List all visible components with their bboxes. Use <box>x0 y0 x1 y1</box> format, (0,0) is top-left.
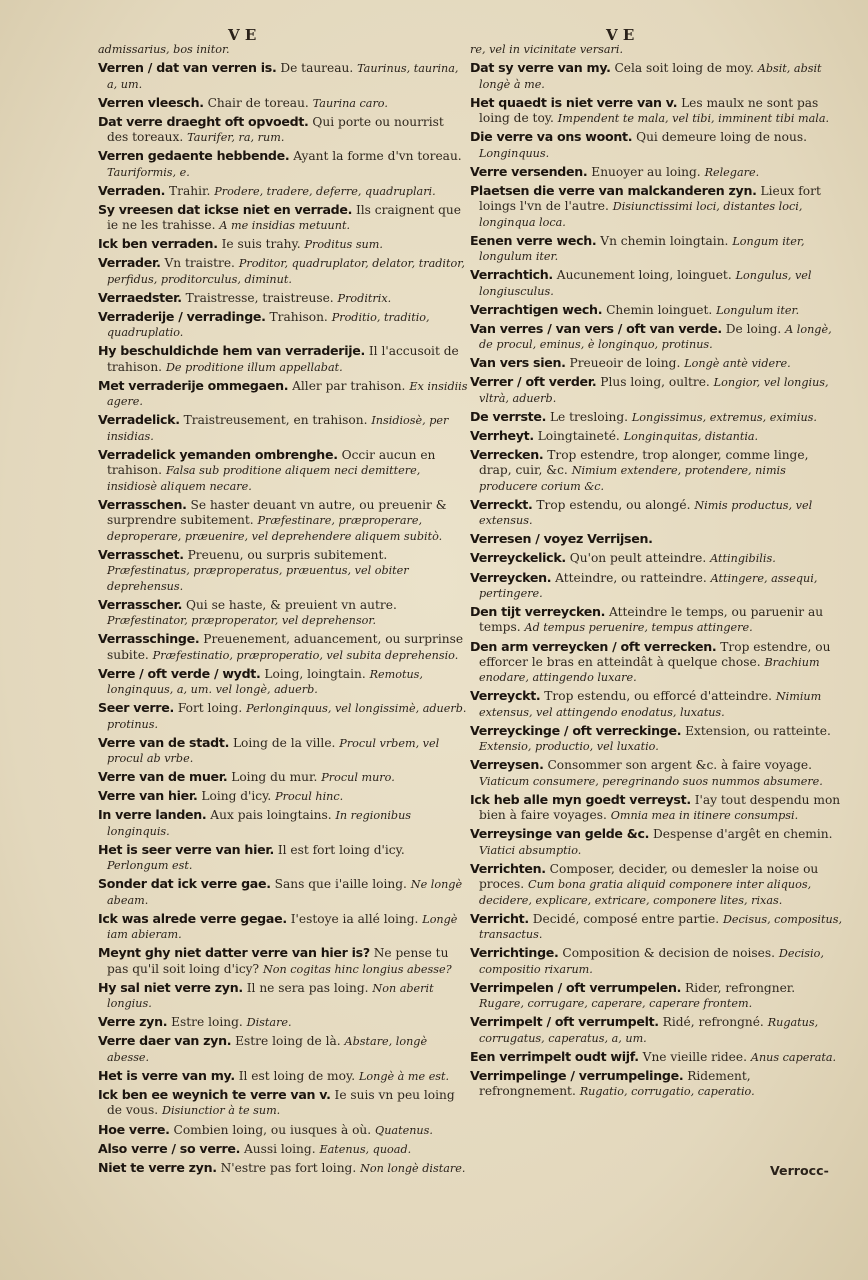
headword: Verrasschinge. <box>98 631 200 647</box>
french-gloss: Trop estendre, trop alonger, comme linge, drap, cuir, &c. <box>479 447 809 478</box>
french-gloss: Ayant la forme d'vn toreau. <box>293 149 462 164</box>
dictionary-entry <box>98 945 468 977</box>
headword: Ick heb alle myn goedt verreyst. <box>470 791 691 807</box>
french-gloss: Qui demeure loing de nous. <box>636 130 807 145</box>
dictionary-entry <box>98 700 468 732</box>
header-right: V E <box>606 26 635 44</box>
french-gloss: Vn traistre. <box>164 256 235 271</box>
french-gloss: Estre loing de là. <box>235 1034 341 1049</box>
dictionary-entry <box>98 114 468 146</box>
french-gloss: Qui porte ou nourrist des toreaux. <box>107 114 444 145</box>
latin-gloss: Longulus, vel longiusculus. <box>479 269 812 298</box>
dictionary-entry <box>98 290 468 306</box>
latin-gloss: Nimis productus, vel extensus. <box>479 498 813 528</box>
french-gloss: Enuoyer au loing. <box>591 164 701 179</box>
headword: Ick was alrede verre gegae. <box>98 910 287 926</box>
dictionary-entry <box>470 164 842 180</box>
latin-gloss: Decisus, compositus, transactus. <box>479 912 843 942</box>
latin-gloss: A longè, de procul, eminus, è longinquo, protinus. <box>479 322 832 352</box>
dictionary-entry <box>470 570 842 602</box>
dictionary-entry <box>470 1049 842 1065</box>
dictionary-entry <box>98 60 468 92</box>
latin-gloss: Relegare. <box>704 165 760 179</box>
headword: Het quaedt is niet verre van v. <box>470 94 678 110</box>
french-gloss: Atteindre le temps, ou paruenir au temps. <box>479 605 824 635</box>
latin-gloss: Non longè distare. <box>360 1161 466 1175</box>
dictionary-entry <box>98 378 468 410</box>
headword: Verrasschet. <box>98 546 184 562</box>
headword: Verren gedaente hebbende. <box>98 148 290 164</box>
dictionary-entry <box>470 129 842 161</box>
headword: Verrader. <box>98 255 161 271</box>
latin-gloss: Longissimus, extremus, eximius. <box>631 410 817 424</box>
dictionary-entry <box>98 497 468 544</box>
headword: Van verres / van vers / oft van verde. <box>470 320 722 336</box>
dictionary-entry <box>98 631 468 663</box>
french-gloss: Se haster deuant vn autre, ou preuenir & surprendre subitement. <box>107 497 447 528</box>
dictionary-entry <box>98 202 468 234</box>
latin-gloss: Taurinus, taurina, a, um. <box>107 62 459 91</box>
headword: Verresen / voyez Verrijsen. <box>470 531 653 547</box>
dictionary-entry <box>98 1141 468 1157</box>
dictionary-entry <box>470 60 842 92</box>
headword: Verreckt. <box>470 496 533 512</box>
headword: De verrste. <box>470 408 547 424</box>
french-gloss: Traistresse, traistreuse. <box>185 290 334 305</box>
dictionary-entry <box>470 447 842 494</box>
latin-gloss: Absit, absit longè à me. <box>479 62 822 91</box>
french-gloss: I'ay tout despendu mon bien à faire voyages. <box>479 792 841 823</box>
french-gloss: De taureau. <box>280 61 354 76</box>
french-gloss: Lieux fort loings l'vn de l'autre. <box>479 183 821 214</box>
headword: Verrer / oft verder. <box>470 374 597 390</box>
dictionary-entry <box>470 497 842 529</box>
headword: Verrachtigen wech. <box>470 301 603 317</box>
french-gloss: Ie suis trahy. <box>221 237 301 252</box>
latin-gloss: Abstare, longè abesse. <box>107 1035 428 1064</box>
headword: Verraderije / verradinge. <box>98 308 266 324</box>
latin-gloss: Longinquus. <box>479 146 550 160</box>
dictionary-entry <box>470 723 842 755</box>
dictionary-entry <box>98 309 468 341</box>
headword: Verre zyn. <box>98 1014 168 1030</box>
dictionary-entry <box>470 321 842 353</box>
headword: Verrimpelt / oft verrumpelt. <box>470 1014 659 1030</box>
dictionary-entry <box>98 1014 468 1030</box>
latin-gloss: Falsa sub proditione aliquem neci demittere, insidiosè aliquem necare. <box>107 464 421 493</box>
dictionary-entry <box>470 1014 842 1046</box>
dictionary-entry <box>470 688 842 720</box>
latin-gloss: Nimium extendere, protendere, nimis producere corium &c. <box>479 464 786 493</box>
dictionary-entry <box>470 792 842 824</box>
headword: Verrachtich. <box>470 267 553 283</box>
latin-gloss: Viatici absumptio. <box>479 843 582 857</box>
latin-gloss: re, vel in vicinitate versari. <box>470 43 624 56</box>
french-gloss: Loing, loingtain. <box>264 666 366 681</box>
french-gloss: Il est loing de moy. <box>238 1068 356 1083</box>
french-gloss: Despense d'argêt en chemin. <box>652 827 833 842</box>
french-gloss: Chemin loinguet. <box>606 302 713 317</box>
dictionary-entry <box>470 95 842 127</box>
french-gloss: N'estre pas fort loing. <box>220 1160 357 1175</box>
latin-gloss: Cum bona gratia aliquid componere inter aliquos, decidere, explicare, extricare, componere lites, rixas. <box>479 878 812 907</box>
headword: Verre / oft verde / wydt. <box>98 665 261 681</box>
catchword: Verrocc- <box>770 1163 829 1178</box>
french-gloss: Loingtaineté. <box>537 428 620 443</box>
latin-gloss: Quatenus. <box>375 1123 433 1137</box>
french-gloss: Occir aucun en trahison. <box>107 447 436 478</box>
headword: Ick ben verraden. <box>98 236 218 252</box>
french-gloss: Qui se haste, & preuient vn autre. <box>185 597 397 612</box>
french-gloss: Qu'on peult atteindre. <box>569 551 707 566</box>
latin-gloss: Attingere, assequi, pertingere. <box>479 571 818 600</box>
headword: Verre van hier. <box>98 788 198 804</box>
dictionary-entry <box>98 788 468 804</box>
dictionary-entry <box>98 666 468 698</box>
latin-gloss: Longè à me est. <box>358 1069 450 1083</box>
headword: Den arm verreycken / oft verrecken. <box>470 638 717 654</box>
french-gloss: Il ne sera pas loing. <box>246 980 369 995</box>
latin-gloss: Extensio, productio, vel luxatio. <box>479 740 659 754</box>
french-gloss: Consommer son argent &c. à faire voyage. <box>547 758 813 773</box>
headword: Verrasscher. <box>98 596 183 612</box>
french-gloss: Ridement, refrongnement. <box>479 1068 751 1099</box>
headword: Verreycken. <box>470 569 552 585</box>
latin-gloss: Decisio, compositio rixarum. <box>479 947 824 976</box>
french-gloss: Fort loing. <box>177 701 243 716</box>
dictionary-entry <box>98 769 468 785</box>
french-gloss: Le tresloing. <box>549 409 628 424</box>
french-gloss: Loing du mur. <box>231 770 318 785</box>
latin-gloss: Longinquitas, distantia. <box>623 429 759 443</box>
dictionary-entry <box>98 980 468 1012</box>
dictionary-entry <box>98 343 468 375</box>
latin-gloss: In regionibus longinquis. <box>107 809 412 838</box>
french-gloss: Trahir. <box>169 183 211 198</box>
dictionary-entry <box>98 597 468 629</box>
latin-gloss: Eatenus, quoad. <box>319 1142 412 1156</box>
headword: Dat sy verre van my. <box>470 60 611 76</box>
dictionary-entry <box>470 604 842 636</box>
latin-gloss: Prodere, tradere, deferre, quadruplari. <box>214 184 436 198</box>
headword: Verrichtinge. <box>470 945 559 961</box>
dictionary-entry <box>98 547 468 594</box>
french-gloss: Loing de la ville. <box>232 735 336 750</box>
dictionary-entry <box>98 807 468 839</box>
headword: Verreyckt. <box>470 688 541 704</box>
latin-gloss: Longum iter, longulum iter. <box>479 234 805 263</box>
headword: In verre landen. <box>98 807 207 823</box>
dictionary-entry <box>98 447 468 494</box>
headword: Hy beschuldichde hem van verraderije. <box>98 343 365 359</box>
french-gloss: Decidé, composé entre partie. <box>532 911 720 926</box>
french-gloss: Trahison. <box>269 309 328 324</box>
latin-gloss: Omnia mea in itinere consumpsi. <box>610 809 799 823</box>
french-gloss: Vn chemin loingtain. <box>600 233 729 248</box>
french-gloss: Vne vieille ridee. <box>642 1049 747 1064</box>
french-gloss: Aussi loing. <box>243 1141 316 1156</box>
dictionary-entry <box>98 148 468 180</box>
latin-gloss: Remotus, longinquus, a, um. vel longè, aduerb. <box>107 667 423 697</box>
headword: Van vers sien. <box>470 355 566 371</box>
dictionary-entry <box>470 1068 842 1100</box>
french-gloss: Ils craignent que ie ne les trahisse. <box>107 202 461 233</box>
headword: Verraedster. <box>98 289 182 305</box>
headword: Dat verre draeght oft opvoedt. <box>98 113 309 129</box>
right-column <box>470 42 842 1102</box>
latin-gloss: Taurina caro. <box>312 96 388 110</box>
dictionary-entry <box>470 550 842 566</box>
dictionary-entry <box>98 412 468 444</box>
headword: Een verrimpelt oudt wijf. <box>470 1048 639 1064</box>
headword: Verrimpelinge / verrumpelinge. <box>470 1067 684 1083</box>
french-gloss: Ie suis vn peu loing de vous. <box>107 1088 455 1118</box>
french-gloss: Preuenement, aduancement, ou surprinse subite. <box>107 632 464 662</box>
french-gloss: Trop estendu, ou efforcé d'atteindre. <box>544 689 772 704</box>
headword: Die verre va ons woont. <box>470 129 633 145</box>
french-gloss: Sans que i'aille loing. <box>274 877 407 892</box>
dictionary-entry <box>98 1033 468 1065</box>
headword: Plaetsen die verre van malckanderen zyn. <box>470 182 757 198</box>
latin-gloss: Longulum iter. <box>716 303 800 317</box>
headword: Verreysinge van gelde &c. <box>470 826 650 842</box>
latin-gloss: Ne longè abeam. <box>107 878 463 907</box>
dictionary-entry <box>470 826 842 858</box>
headword: Verricht. <box>470 910 529 926</box>
headword: Het is seer verre van hier. <box>98 841 274 857</box>
latin-gloss: Disiunctior à te sum. <box>161 1104 281 1118</box>
dictionary-entry <box>98 1087 468 1119</box>
dictionary-entry <box>98 42 468 57</box>
french-gloss: Preueoir de loing. <box>569 356 681 371</box>
french-gloss: Les maulx ne sont pas loing de toy. <box>479 95 819 125</box>
headword: Verre van de stadt. <box>98 734 230 750</box>
dictionary-entry <box>470 531 842 547</box>
french-gloss: Aucunement loing, loinguet. <box>556 268 732 283</box>
headword: Verre daer van zyn. <box>98 1033 232 1049</box>
headword: Meynt ghy niet datter verre van hier is? <box>98 945 370 961</box>
french-gloss: De loing. <box>725 321 782 336</box>
latin-gloss: Longè iam abieram. <box>107 912 458 942</box>
dictionary-entry <box>470 302 842 318</box>
headword: Verrimpelen / oft verrumpelen. <box>470 979 682 995</box>
dictionary-entry <box>470 911 842 943</box>
latin-gloss: Anus caperata. <box>750 1050 837 1064</box>
latin-gloss: Proditor, quadruplator, delator, traditor, perfidus, proditorculus, diminut. <box>107 257 465 286</box>
headword: Hoe verre. <box>98 1121 170 1137</box>
headword: Also verre / so verre. <box>98 1140 241 1156</box>
dictionary-entry <box>470 980 842 1012</box>
dictionary-entry <box>98 255 468 287</box>
latin-gloss: Præfestinare, præproperare, deproperare, præuenire, vel deprehendere aliquem subitò. <box>107 514 443 543</box>
latin-gloss: Procul vrbem, vel procul ab vrbe. <box>107 736 440 766</box>
latin-gloss: Procul hinc. <box>275 790 344 804</box>
dictionary-entry <box>98 95 468 111</box>
french-gloss: Aller par trahison. <box>292 378 406 393</box>
french-gloss: Ne pense tu pas qu'il soit loing d'icy? <box>107 946 449 976</box>
dictionary-entry <box>98 1068 468 1084</box>
dictionary-entry <box>98 842 468 874</box>
french-gloss: Combien loing, ou iusques à où. <box>173 1122 372 1137</box>
headword: Hy sal niet verre zyn. <box>98 979 243 995</box>
headword: Verre versenden. <box>470 163 588 179</box>
french-gloss: Traistreusement, en trahison. <box>183 413 368 428</box>
dictionary-entry <box>470 861 842 908</box>
latin-gloss: Nimium extensus, vel attingendo enodatus, luxatus. <box>479 690 822 719</box>
headword: Verradelick yemanden ombrenghe. <box>98 446 338 462</box>
french-gloss: Ridé, refrongné. <box>662 1015 764 1030</box>
latin-gloss: Procul muro. <box>321 771 395 785</box>
latin-gloss: Insidiosè, per insidias. <box>107 414 449 443</box>
latin-gloss: Longè antè videre. <box>684 357 791 371</box>
dictionary-entry <box>470 428 842 444</box>
dictionary-entry <box>470 945 842 977</box>
latin-gloss: admissarius, bos initor. <box>98 43 230 56</box>
dictionary-entry <box>470 42 842 57</box>
french-gloss: Plus loing, oultre. <box>600 375 710 390</box>
latin-gloss: Præfestinator, præproperator, vel deprehensor. <box>107 614 377 628</box>
headword: Verreyckelick. <box>470 550 566 566</box>
latin-gloss: Attingibilis. <box>710 552 776 566</box>
headword: Het is verre van my. <box>98 1067 235 1083</box>
headword: Niet te verre zyn. <box>98 1159 217 1175</box>
french-gloss: Aux pais loingtains. <box>210 808 332 823</box>
dictionary-entry <box>98 911 468 943</box>
latin-gloss: Rugatio, corrugatio, caperatio. <box>579 1085 755 1099</box>
headword: Verreysen. <box>470 757 544 773</box>
latin-gloss: Taurifer, ra, rum. <box>187 131 285 145</box>
french-gloss: Il l'accusoit de trahison. <box>107 344 459 374</box>
headword: Verreyckinge / oft verreckinge. <box>470 722 682 738</box>
french-gloss: Loing d'icy. <box>201 789 272 804</box>
latin-gloss: Ex insidiis agere. <box>107 379 468 409</box>
latin-gloss: Tauriformis, e. <box>107 165 190 179</box>
latin-gloss: Perlongum est. <box>107 859 193 873</box>
latin-gloss: Distare. <box>246 1016 292 1030</box>
headword: Verrheyt. <box>470 427 534 443</box>
latin-gloss: Proditrix. <box>337 291 392 305</box>
left-column <box>98 42 468 1179</box>
dictionary-entry <box>470 757 842 789</box>
headword: Ick ben ee weynich te verre van v. <box>98 1087 331 1103</box>
dictionary-entry <box>470 409 842 425</box>
french-gloss: Cela soit loing de moy. <box>614 61 754 76</box>
dictionary-entry <box>470 639 842 686</box>
headword: Eenen verre wech. <box>470 232 597 248</box>
headword: Verren vleesch. <box>98 94 204 110</box>
french-gloss: I'estoye ia allé loing. <box>290 911 419 926</box>
dictionary-entry <box>98 876 468 908</box>
dictionary-entry <box>470 233 842 265</box>
dictionary-entry <box>98 735 468 767</box>
headword: Den tijt verreycken. <box>470 604 606 620</box>
latin-gloss: Brachium enodare, attingendo luxare. <box>479 655 820 685</box>
headword: Verraden. <box>98 182 166 198</box>
latin-gloss: Impendent te mala, vel tibi, imminent tibi mala. <box>557 112 830 125</box>
french-gloss: Trop estendre, ou efforcer le bras en atteindât à quelque chose. <box>479 639 831 669</box>
latin-gloss: Rugatus, corrugatus, caperatus, a, um. <box>479 1016 819 1045</box>
headword: Sy vreesen dat ickse niet en verrade. <box>98 201 353 217</box>
dictionary-entry <box>98 183 468 199</box>
latin-gloss: Perlonginquus, vel longissimè, aduerb. protinus. <box>107 702 467 731</box>
latin-gloss: Præfestinatus, præproperatus, præuentus, vel obiter deprehensus. <box>107 564 409 593</box>
dictionary-entry <box>470 374 842 406</box>
header-left: V E <box>228 26 257 44</box>
headword: Seer verre. <box>98 700 174 716</box>
headword: Verren / dat van verren is. <box>98 60 277 76</box>
latin-gloss: De proditione illum appellabat. <box>165 360 343 374</box>
french-gloss: Atteindre, ou ratteindre. <box>555 570 707 585</box>
headword: Verrasschen. <box>98 496 187 512</box>
french-gloss: Composition & decision de noises. <box>562 946 775 961</box>
french-gloss: Trop estendu, ou alongé. <box>536 497 691 512</box>
headword: Met verraderije ommegaen. <box>98 377 289 393</box>
latin-gloss: Rugare, corrugare, caperare, caperare frontem. <box>479 997 753 1011</box>
dictionary-entry <box>98 236 468 252</box>
latin-gloss: Viaticum consumere, peregrinando suos nummos absumere. <box>479 774 823 788</box>
dictionary-entry <box>470 183 842 230</box>
french-gloss: Chair de toreau. <box>207 95 309 110</box>
latin-gloss: Proditio, traditio, quadruplatio. <box>107 310 430 340</box>
dictionary-entry <box>98 1122 468 1138</box>
latin-gloss: Longior, vel longius, vltrà, aduerb. <box>479 376 829 405</box>
french-gloss: Il est fort loing d'icy. <box>277 842 405 857</box>
dictionary-entry <box>470 267 842 299</box>
headword: Verre van de muer. <box>98 769 228 785</box>
headword: Verradelick. <box>98 412 180 428</box>
latin-gloss: Non aberit longius. <box>107 981 434 1011</box>
latin-gloss: Non cogitas hinc longius abesse? <box>262 962 452 976</box>
french-gloss: Estre loing. <box>171 1015 243 1030</box>
dictionary-entry <box>470 355 842 371</box>
latin-gloss: Præfestinatio, præproperatio, vel subita deprehensio. <box>152 648 459 662</box>
headword: Verrichten. <box>470 860 546 876</box>
latin-gloss: Disiunctissimi loci, distantes loci, longinqua loca. <box>479 200 803 229</box>
latin-gloss: A me insidias metuunt. <box>219 219 350 233</box>
headword: Verrecken. <box>470 446 544 462</box>
french-gloss: Preuenu, ou surpris subitement. <box>187 547 388 562</box>
headword: Sonder dat ick verre gae. <box>98 876 271 892</box>
french-gloss: Rider, refrongner. <box>685 980 796 995</box>
french-gloss: Composer, decider, ou demesler la noise ou proces. <box>479 861 819 892</box>
latin-gloss: Ad tempus peruenire, tempus attingere. <box>524 621 753 635</box>
latin-gloss: Proditus sum. <box>304 238 383 252</box>
french-gloss: Extension, ou ratteinte. <box>685 723 831 738</box>
dictionary-entry <box>98 1160 468 1176</box>
